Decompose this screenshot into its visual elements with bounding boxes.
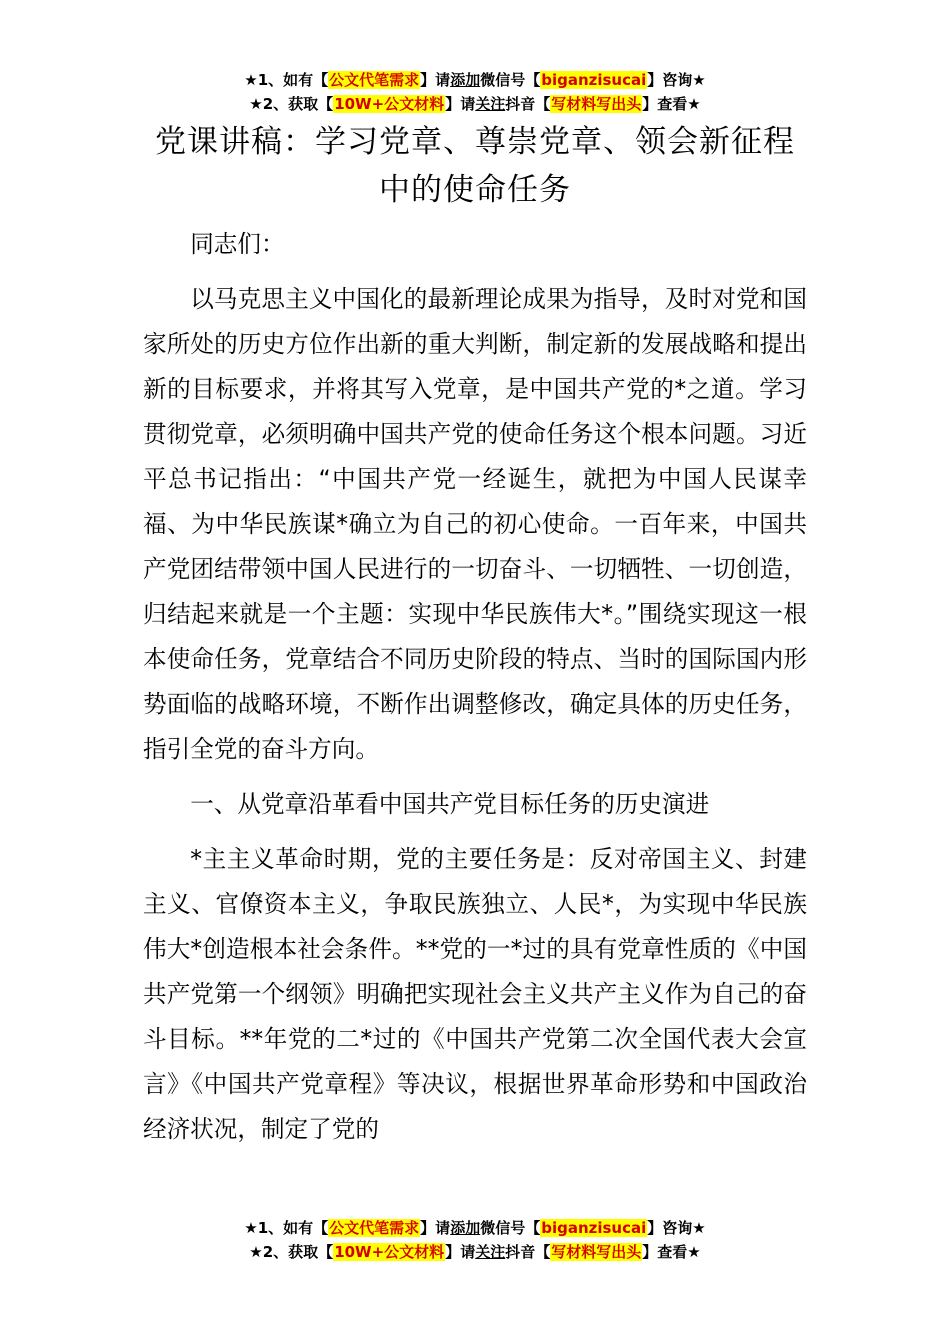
salutation: 同志们：	[190, 230, 285, 258]
promo-line-2: ★2、获取【10W+公文材料】请关注抖音【写材料写出头】查看★	[249, 95, 701, 113]
promo-line-1: ★1、如有【公文代笔需求】请添加微信号【biganzisucai】咨询★	[244, 1219, 706, 1237]
header-promo-banner	[0, 68, 950, 116]
promo-highlight-wechat-id: biganzisucai	[541, 1219, 647, 1237]
promo-highlight-materials: 10W+公文材料	[334, 1243, 445, 1261]
promo-highlight-service: 公文代笔需求	[329, 71, 420, 89]
promo-highlight-wechat-id: biganzisucai	[541, 71, 647, 89]
promo-highlight-douyin-account: 写材料写出头	[551, 95, 642, 113]
promo-line-2: ★2、获取【10W+公文材料】请关注抖音【写材料写出头】查看★	[249, 1243, 701, 1261]
footer-promo-banner	[0, 1216, 950, 1264]
document-title: 党课讲稿：学习党章、尊崇党章、领会新征程中的使命任务	[155, 124, 795, 208]
section-heading-1: 一、从党章沿革看中国共产党目标任务的历史演进	[190, 790, 710, 818]
promo-line-1: ★1、如有【公文代笔需求】请添加微信号【biganzisucai】咨询★	[244, 71, 706, 89]
promo-highlight-materials: 10W+公文材料	[334, 95, 445, 113]
promo-highlight-douyin-account: 写材料写出头	[551, 1243, 642, 1261]
document-body	[143, 222, 807, 1162]
promo-highlight-service: 公文代笔需求	[329, 1219, 420, 1237]
paragraph-intro: 以马克思主义中国化的最新理论成果为指导，及时对党和国家所处的历史方位作出新的重大判断，制定新的发展战略和提出新的目标要求，并将其写入党章，是中国共产党的*之道。学习贯彻党章，必须明确中国共产党的使命任务这个根本问题。习近平总书记指出：“中国共产党一经诞生，就把为中国人民谋幸福、为中华民族谋*确立为自己的初心使命。一百年来，中国共产党团结带领中国人民进行的一切奋斗、一切牺牲、一切创造，归结起来就是一个主题：实现中华民族伟大*。”围绕实现这一根本使命任务，党章结合不同历史阶段的特点、当时的国际国内形势面临的战略环境，不断作出调整修改，确定具体的历史任务，指引全党的奋斗方向。	[143, 285, 807, 763]
paragraph-section-1: *主主义革命时期，党的主要任务是：反对帝国主义、封建主义、官僚资本主义，争取民族独立、人民*，为实现中华民族伟大*创造根本社会条件。**党的一*过的具有党章性质的《中国共产党第一个纲领》明确把实现社会主义共产主义作为自己的奋斗目标。**年党的二*过的《中国共产党第二次全国代表大会宣言》《中国共产党章程》等决议，根据世界革命形势和中国政治经济状况，制定了党的	[143, 845, 807, 1143]
